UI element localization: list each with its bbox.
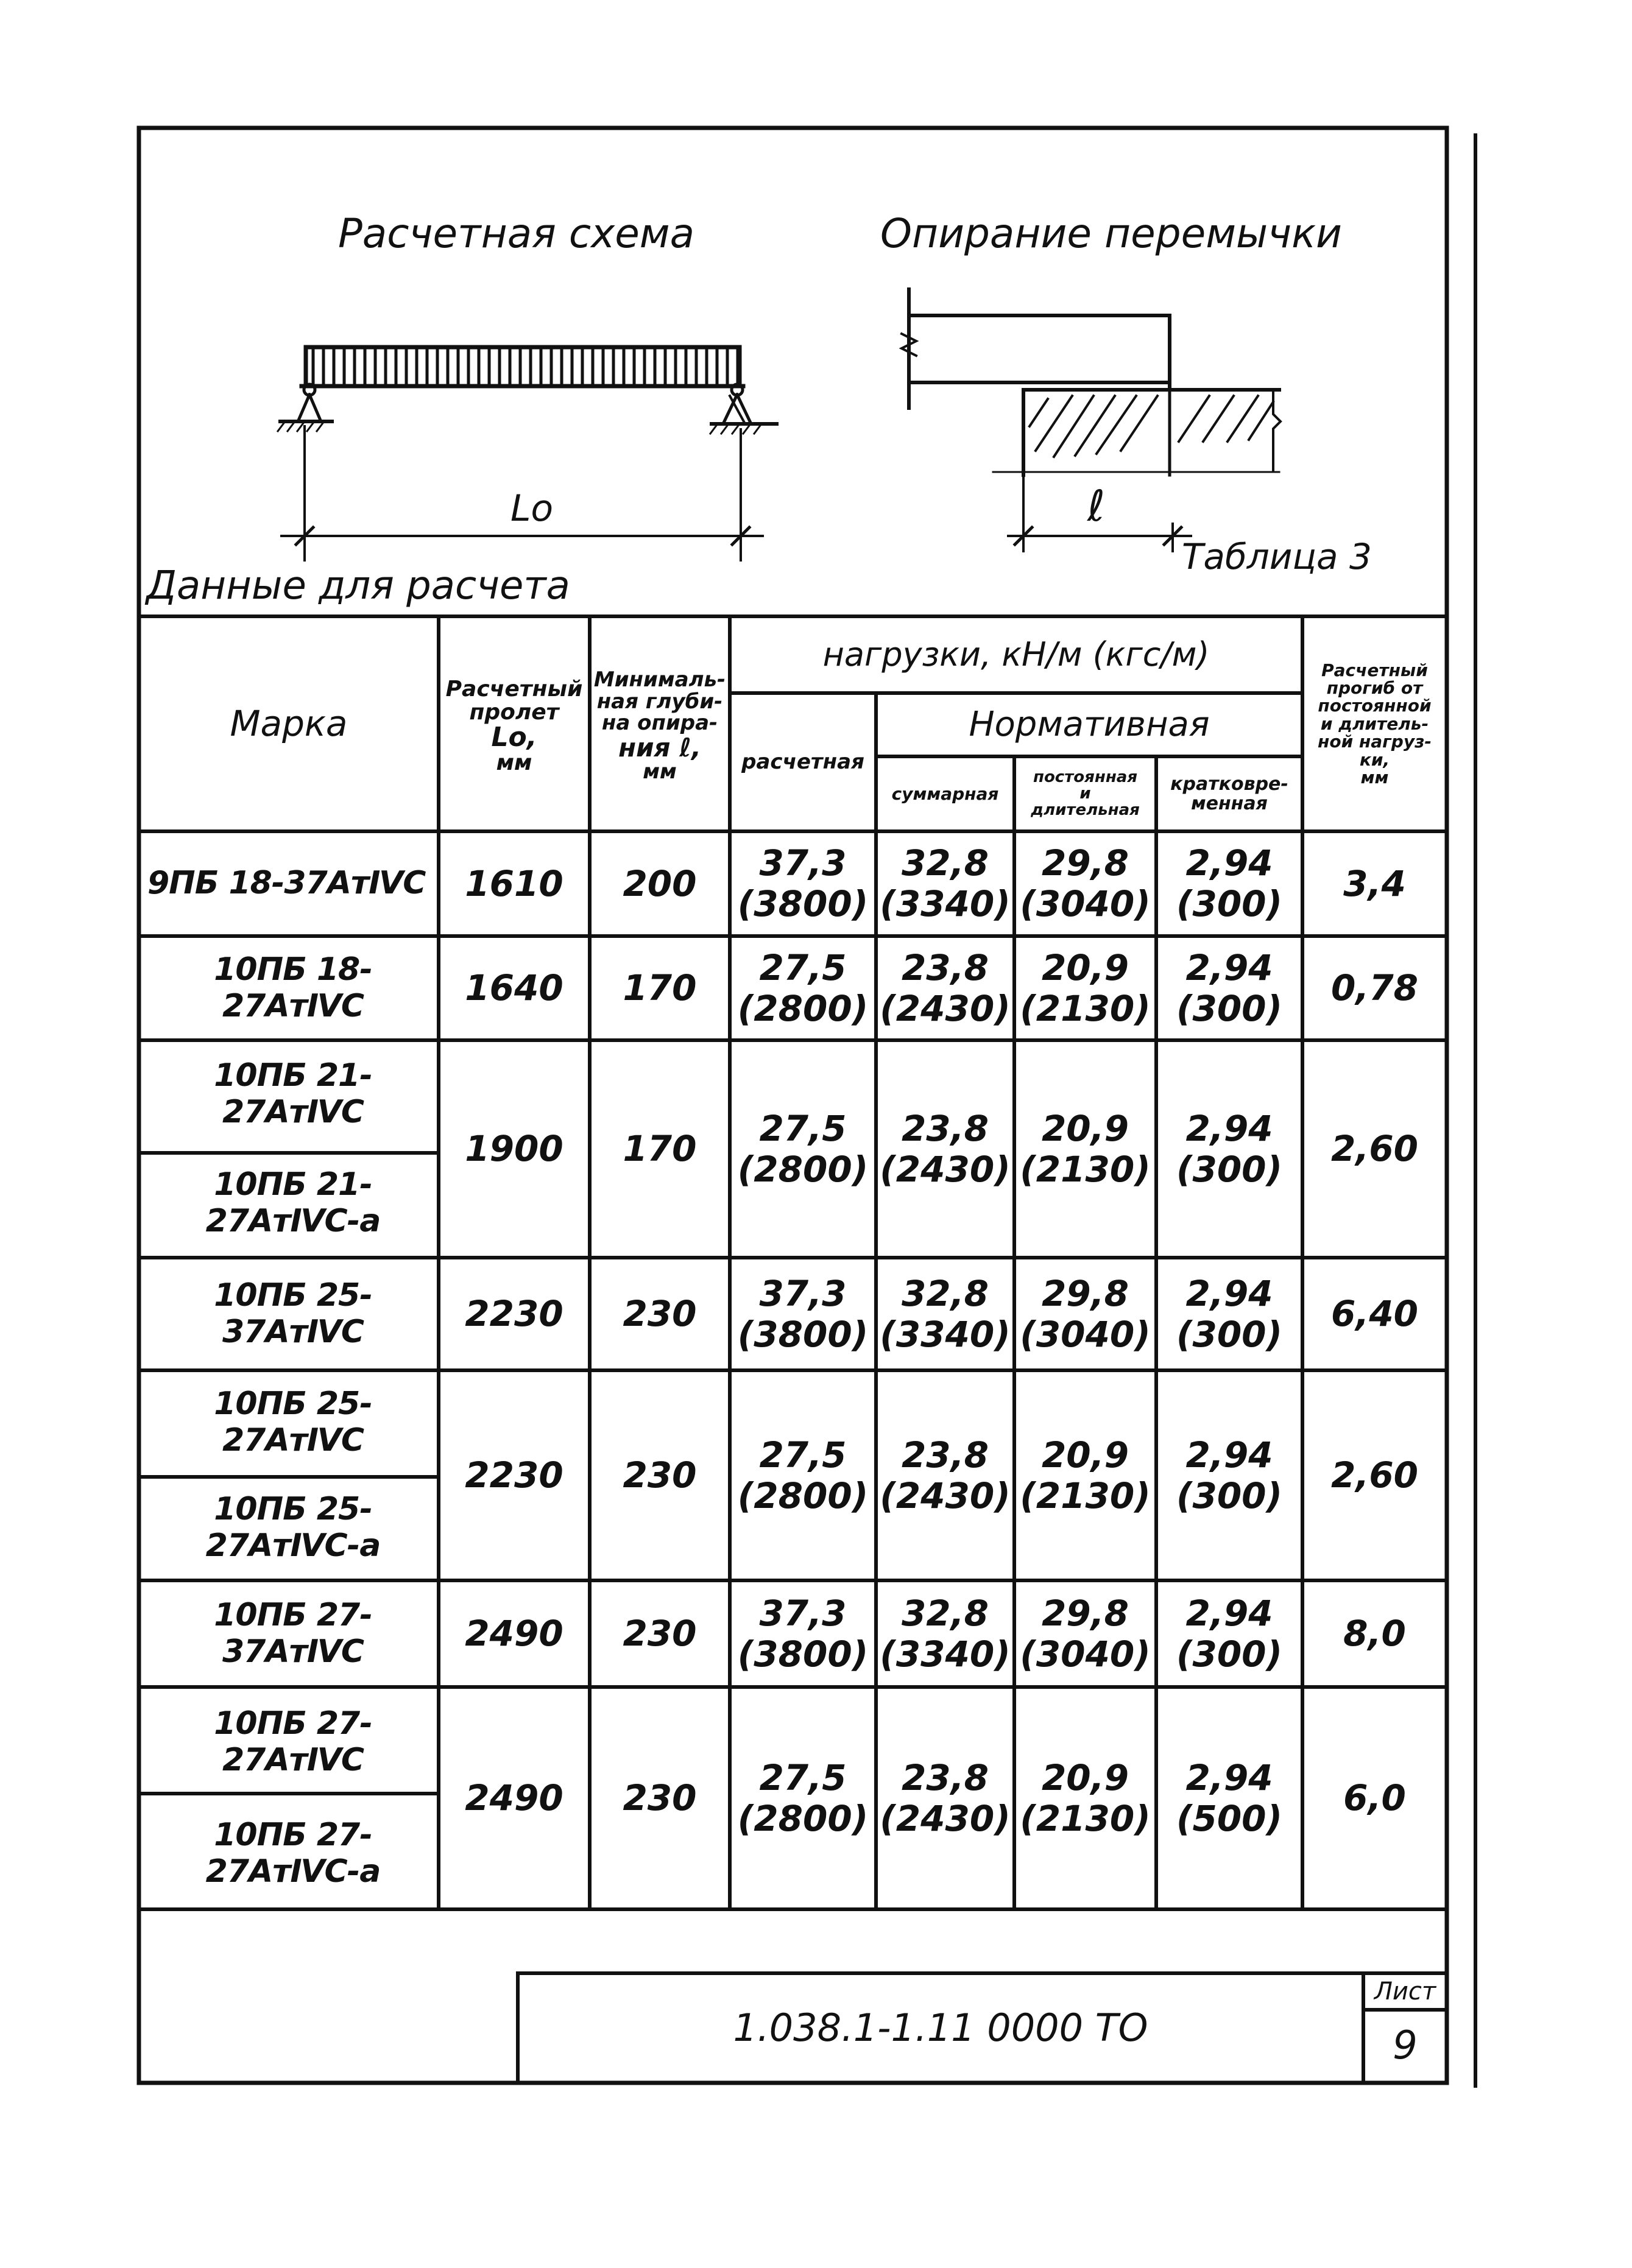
span-cell: 2230 — [465, 1293, 563, 1335]
header-permanent-line: и — [1079, 784, 1091, 803]
span-cell: 1610 — [465, 862, 563, 904]
header-short-line: кратковре- — [1170, 773, 1288, 795]
total-value: 32,8 — [901, 842, 989, 884]
mark-cell: 10ПБ 25-27АтⅣС — [214, 1386, 372, 1459]
total-value: (2430) — [880, 1148, 1011, 1190]
permanent-value: 20,9 — [1041, 1756, 1129, 1798]
header-span — [439, 621, 590, 831]
short-value: 2,94 — [1185, 1107, 1273, 1149]
total-value: 23,8 — [901, 946, 989, 988]
design-value: 27,5 — [759, 1756, 847, 1798]
short-value: (300) — [1176, 1148, 1283, 1190]
total-value: 32,8 — [901, 1592, 989, 1634]
permanent-value: (3040) — [1020, 1313, 1151, 1355]
header-deflection-line: ной нагруз- — [1317, 731, 1432, 752]
support-title: Опирание перемычки — [880, 210, 1342, 257]
short-value: (300) — [1176, 1633, 1283, 1675]
permanent-cell — [1014, 1258, 1156, 1370]
depth-label: ℓ — [1087, 481, 1105, 531]
mark-cell: 10ПБ 27-27АтⅣС-а — [205, 1816, 381, 1890]
design-value: 27,5 — [759, 1107, 847, 1149]
header-depth-line: на опира- — [601, 711, 718, 736]
data-caption: Данные для расчета — [146, 563, 570, 608]
short-cell — [1156, 1687, 1302, 1909]
total-value: (3340) — [880, 1633, 1011, 1675]
deflection-cell: 0,78 — [1330, 967, 1419, 1009]
header-permanent — [1014, 756, 1156, 831]
span-cell: 2490 — [465, 1613, 563, 1655]
header-deflection-line: и длитель- — [1320, 713, 1429, 734]
depth-cell: 230 — [623, 1613, 697, 1655]
mark-cell: 10ПБ 18-27АтⅣС — [214, 951, 372, 1024]
permanent-cell — [1014, 1580, 1156, 1687]
span-label: Lо — [510, 487, 554, 530]
permanent-value: 20,9 — [1041, 1107, 1129, 1149]
design-value: (2800) — [737, 987, 869, 1029]
short-cell — [1156, 1258, 1302, 1370]
sheet-label: Лист — [1374, 1977, 1436, 2006]
design-value: 37,3 — [759, 842, 847, 884]
permanent-cell — [1014, 1040, 1156, 1258]
header-span-line: Lо, — [491, 722, 537, 753]
total-value: (2430) — [880, 1797, 1011, 1839]
short-cell — [1156, 1370, 1302, 1580]
total-value: 23,8 — [901, 1756, 989, 1798]
deflection-cell: 8,0 — [1343, 1613, 1406, 1655]
permanent-value: (2130) — [1020, 1474, 1151, 1516]
design-value: 37,3 — [759, 1592, 847, 1634]
depth-cell: 170 — [623, 1128, 697, 1170]
mark-cell: 10ПБ 21-27АтⅣС — [214, 1057, 372, 1131]
header-span-line: пролет — [469, 699, 559, 725]
header-normative: Нормативная — [969, 704, 1210, 744]
header-deflection-line: Расчетный — [1321, 660, 1428, 680]
depth-cell: 170 — [623, 967, 697, 1009]
design-value: (3800) — [737, 1313, 869, 1355]
header-permanent-line: длительная — [1031, 801, 1140, 820]
permanent-value: 20,9 — [1041, 946, 1129, 988]
mark-cell: 10ПБ 21-27АтⅣС-а — [205, 1166, 381, 1239]
total-cell — [876, 1258, 1014, 1370]
table-caption: Таблица 3 — [1182, 536, 1372, 577]
short-value: 2,94 — [1185, 1272, 1273, 1314]
header-permanent-line: постоянная — [1033, 767, 1138, 786]
permanent-value: 29,8 — [1041, 1592, 1129, 1634]
design-value: (2800) — [737, 1797, 869, 1839]
short-value: (300) — [1176, 1313, 1283, 1355]
total-cell — [876, 1580, 1014, 1687]
total-value: 32,8 — [901, 1272, 989, 1314]
total-value: 23,8 — [901, 1434, 989, 1476]
total-value: 23,8 — [901, 1107, 989, 1149]
design-cell — [730, 1258, 876, 1370]
mark-cell: 10ПБ 27-37АтⅣС — [214, 1596, 372, 1670]
total-value: (3340) — [880, 883, 1011, 924]
header-total: суммарная — [891, 783, 999, 804]
design-cell — [730, 1580, 876, 1687]
permanent-cell — [1014, 1370, 1156, 1580]
depth-cell: 230 — [623, 1293, 697, 1335]
short-value: 2,94 — [1185, 1756, 1273, 1798]
mark-cell: 10ПБ 27-27АтⅣС — [214, 1705, 372, 1779]
mark-cell: 10ПБ 25-37АтⅣС — [214, 1277, 372, 1350]
short-cell — [1156, 831, 1302, 936]
permanent-value: (3040) — [1020, 1633, 1151, 1675]
design-cell — [730, 1687, 876, 1909]
short-value: (300) — [1176, 987, 1283, 1029]
design-value: (2800) — [737, 1148, 869, 1190]
permanent-value: (2130) — [1020, 987, 1151, 1029]
short-value: 2,94 — [1185, 1592, 1273, 1634]
header-deflection-line: мм — [1360, 767, 1389, 787]
total-cell — [876, 1040, 1014, 1258]
mark-cell: 10ПБ 25-27АтⅣС-а — [205, 1490, 381, 1564]
total-value: (3340) — [880, 1313, 1011, 1355]
header-span-line: мм — [496, 750, 532, 776]
permanent-value: 20,9 — [1041, 1434, 1129, 1476]
permanent-value: 29,8 — [1041, 842, 1129, 884]
deflection-cell: 2,60 — [1330, 1454, 1419, 1496]
permanent-value: (2130) — [1020, 1797, 1151, 1839]
deflection-cell: 6,0 — [1343, 1777, 1406, 1819]
span-cell: 2490 — [465, 1777, 563, 1819]
sheet-number: 9 — [1393, 2023, 1418, 2069]
short-cell — [1156, 1580, 1302, 1687]
header-short-line: менная — [1191, 792, 1268, 814]
depth-cell: 230 — [623, 1454, 697, 1496]
total-cell — [876, 831, 1014, 936]
permanent-cell — [1014, 831, 1156, 936]
span-cell: 1640 — [465, 967, 563, 1009]
scheme-title: Расчетная схема — [338, 210, 695, 257]
header-deflection-line: постоянной — [1318, 696, 1432, 716]
short-value: (300) — [1176, 883, 1283, 924]
permanent-cell — [1014, 936, 1156, 1040]
total-cell — [876, 1370, 1014, 1580]
mark-cell: 9ПБ 18-37АтⅣС — [147, 865, 426, 902]
permanent-value: (3040) — [1020, 883, 1151, 924]
header-short — [1156, 756, 1302, 831]
deflection-cell: 3,4 — [1343, 862, 1406, 904]
header-depth — [590, 621, 730, 831]
header-span-line: Расчетный — [445, 676, 583, 702]
design-value: 27,5 — [759, 946, 847, 988]
total-cell — [876, 936, 1014, 1040]
short-cell — [1156, 1040, 1302, 1258]
deflection-cell: 2,60 — [1330, 1128, 1419, 1170]
header-deflection-line: прогиб от — [1326, 678, 1423, 699]
header-depth-line: ния ℓ, — [618, 733, 701, 763]
depth-cell: 230 — [623, 1777, 697, 1819]
design-value: (2800) — [737, 1474, 869, 1516]
total-value: (2430) — [880, 987, 1011, 1029]
design-value: 37,3 — [759, 1272, 847, 1314]
short-value: (300) — [1176, 1474, 1283, 1516]
design-value: 27,5 — [759, 1434, 847, 1476]
span-cell: 2230 — [465, 1454, 563, 1496]
header-deflection-line: ки, — [1359, 749, 1390, 770]
depth-cell: 200 — [623, 862, 697, 904]
design-cell — [730, 1040, 876, 1258]
design-value: (3800) — [737, 883, 869, 924]
design-cell — [730, 936, 876, 1040]
permanent-cell — [1014, 1687, 1156, 1909]
span-cell: 1900 — [465, 1128, 563, 1170]
design-value: (3800) — [737, 1633, 869, 1675]
short-value: 2,94 — [1185, 1434, 1273, 1476]
total-cell — [876, 1687, 1014, 1909]
short-cell — [1156, 936, 1302, 1040]
permanent-value: (2130) — [1020, 1148, 1151, 1190]
doc-code: 1.038.1-1.11 0000 ТО — [733, 2006, 1148, 2051]
short-value: 2,94 — [1185, 946, 1273, 988]
header-depth-line: Минималь- — [593, 667, 726, 692]
header-loads: нагрузки, кН/м (кгс/м) — [822, 635, 1210, 674]
header-depth-line: мм — [643, 759, 677, 784]
design-cell — [730, 1370, 876, 1580]
permanent-value: 29,8 — [1041, 1272, 1129, 1314]
header-deflection — [1302, 619, 1447, 829]
short-value: (500) — [1176, 1797, 1283, 1839]
design-cell — [730, 831, 876, 936]
header-design: расчетная — [741, 749, 864, 774]
header-mark: Марка — [230, 703, 348, 745]
deflection-cell: 6,40 — [1330, 1293, 1419, 1335]
short-value: 2,94 — [1185, 842, 1273, 884]
total-value: (2430) — [880, 1474, 1011, 1516]
header-depth-line: ная глуби- — [596, 689, 723, 714]
